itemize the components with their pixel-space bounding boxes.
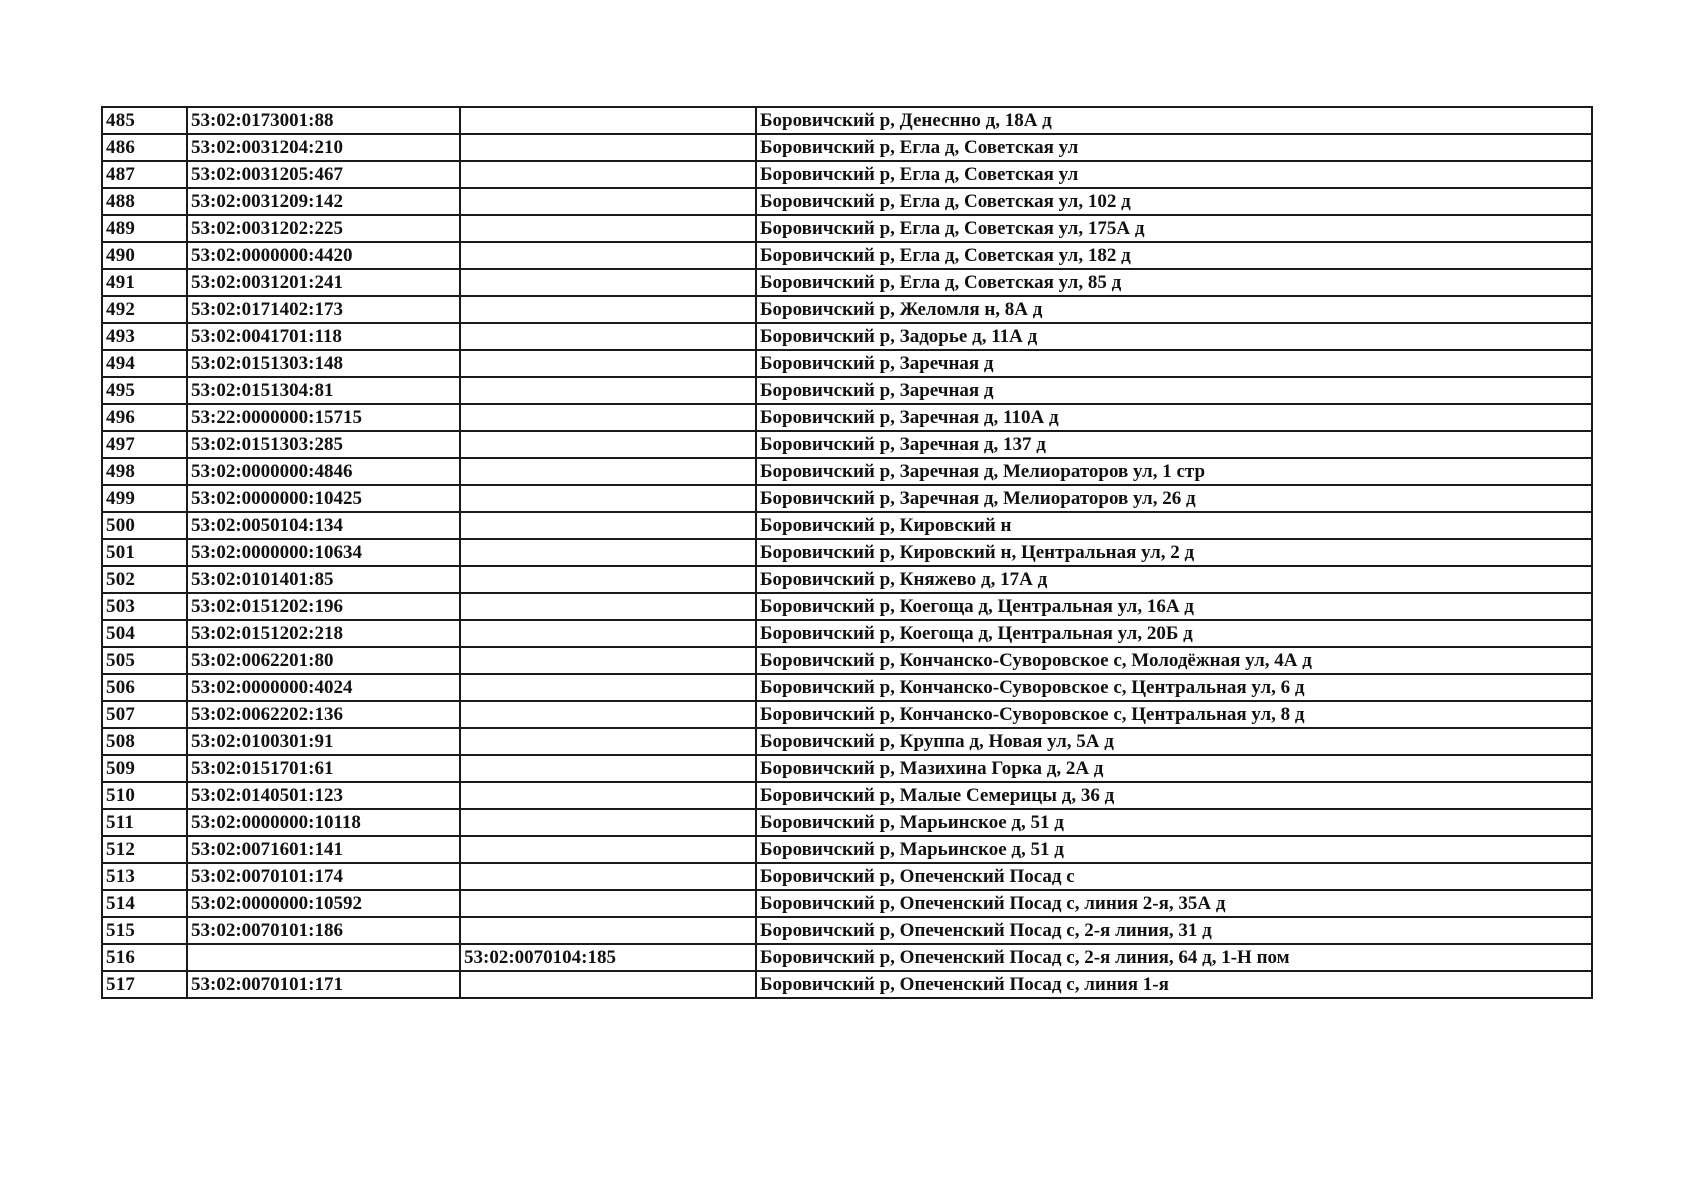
table-row xyxy=(102,674,1592,701)
building-cadastral-number-cell xyxy=(460,647,756,674)
address-cell: Боровичский р, Кировский н, Центральная ул, 2 д xyxy=(756,539,1592,566)
building-cadastral-number-cell xyxy=(460,242,756,269)
address-cell: Боровичский р, Егла д, Советская ул xyxy=(756,161,1592,188)
building-cadastral-number-cell xyxy=(460,809,756,836)
building-cadastral-number-cell xyxy=(460,512,756,539)
building-cadastral-number-cell: 53:02:0070104:185 xyxy=(460,944,756,971)
table-row xyxy=(102,809,1592,836)
cadastral-number-cell: 53:02:0000000:10592 xyxy=(187,890,460,917)
building-cadastral-number-cell xyxy=(460,566,756,593)
table-row xyxy=(102,107,1592,134)
building-cadastral-number-cell xyxy=(460,539,756,566)
address-cell: Боровичский р, Коегоща д, Центральная ул, 16А д xyxy=(756,593,1592,620)
row-number-cell: 495 xyxy=(102,377,187,404)
address-cell: Боровичский р, Опеченский Посад с, 2-я линия, 31 д xyxy=(756,917,1592,944)
cadastral-number-cell: 53:02:0151303:148 xyxy=(187,350,460,377)
table-row xyxy=(102,512,1592,539)
cadastral-number-cell: 53:02:0100301:91 xyxy=(187,728,460,755)
table-row xyxy=(102,485,1592,512)
cadastral-number-cell: 53:02:0062202:136 xyxy=(187,701,460,728)
building-cadastral-number-cell xyxy=(460,890,756,917)
building-cadastral-number-cell xyxy=(460,161,756,188)
table-row xyxy=(102,863,1592,890)
row-number-cell: 486 xyxy=(102,134,187,161)
cadastral-number-cell: 53:02:0151202:196 xyxy=(187,593,460,620)
table-row xyxy=(102,701,1592,728)
registry-sheet xyxy=(101,106,1591,999)
row-number-cell: 513 xyxy=(102,863,187,890)
cadastral-number-cell: 53:02:0151303:285 xyxy=(187,431,460,458)
table-row xyxy=(102,431,1592,458)
row-number-cell: 487 xyxy=(102,161,187,188)
address-cell: Боровичский р, Марьинское д, 51 д xyxy=(756,809,1592,836)
address-cell: Боровичский р, Опеченский Посад с, 2-я линия, 64 д, 1-Н пом xyxy=(756,944,1592,971)
cadastral-number-cell: 53:22:0000000:15715 xyxy=(187,404,460,431)
table-row xyxy=(102,323,1592,350)
building-cadastral-number-cell xyxy=(460,917,756,944)
address-cell: Боровичский р, Кончанско-Суворовское с, Молодёжная ул, 4А д xyxy=(756,647,1592,674)
table-row xyxy=(102,458,1592,485)
address-cell: Боровичский р, Кировский н xyxy=(756,512,1592,539)
building-cadastral-number-cell xyxy=(460,701,756,728)
building-cadastral-number-cell xyxy=(460,485,756,512)
registry-table xyxy=(101,106,1593,999)
address-cell: Боровичский р, Коегоща д, Центральная ул, 20Б д xyxy=(756,620,1592,647)
table-row xyxy=(102,890,1592,917)
building-cadastral-number-cell xyxy=(460,782,756,809)
cadastral-number-cell: 53:02:0041701:118 xyxy=(187,323,460,350)
building-cadastral-number-cell xyxy=(460,458,756,485)
address-cell: Боровичский р, Заречная д xyxy=(756,377,1592,404)
row-number-cell: 507 xyxy=(102,701,187,728)
address-cell: Боровичский р, Егла д, Советская ул xyxy=(756,134,1592,161)
row-number-cell: 515 xyxy=(102,917,187,944)
address-cell: Боровичский р, Заречная д, 137 д xyxy=(756,431,1592,458)
table-row xyxy=(102,836,1592,863)
row-number-cell: 499 xyxy=(102,485,187,512)
table-row xyxy=(102,755,1592,782)
row-number-cell: 498 xyxy=(102,458,187,485)
row-number-cell: 504 xyxy=(102,620,187,647)
address-cell: Боровичский р, Заречная д xyxy=(756,350,1592,377)
cadastral-number-cell: 53:02:0000000:4024 xyxy=(187,674,460,701)
table-row xyxy=(102,188,1592,215)
address-cell: Боровичский р, Заречная д, Мелиораторов ул, 1 стр xyxy=(756,458,1592,485)
building-cadastral-number-cell xyxy=(460,431,756,458)
address-cell: Боровичский р, Княжево д, 17А д xyxy=(756,566,1592,593)
row-number-cell: 512 xyxy=(102,836,187,863)
row-number-cell: 492 xyxy=(102,296,187,323)
table-row xyxy=(102,782,1592,809)
address-cell: Боровичский р, Егла д, Советская ул, 102 д xyxy=(756,188,1592,215)
building-cadastral-number-cell xyxy=(460,674,756,701)
cadastral-number-cell: 53:02:0173001:88 xyxy=(187,107,460,134)
cadastral-number-cell: 53:02:0151701:61 xyxy=(187,755,460,782)
building-cadastral-number-cell xyxy=(460,296,756,323)
address-cell: Боровичский р, Малые Семерицы д, 36 д xyxy=(756,782,1592,809)
cadastral-number-cell: 53:02:0031204:210 xyxy=(187,134,460,161)
building-cadastral-number-cell xyxy=(460,728,756,755)
cadastral-number-cell xyxy=(187,944,460,971)
address-cell: Боровичский р, Круппа д, Новая ул, 5А д xyxy=(756,728,1592,755)
table-row xyxy=(102,728,1592,755)
row-number-cell: 488 xyxy=(102,188,187,215)
address-cell: Боровичский р, Задорье д, 11А д xyxy=(756,323,1592,350)
table-row xyxy=(102,242,1592,269)
table-row xyxy=(102,647,1592,674)
cadastral-number-cell: 53:02:0050104:134 xyxy=(187,512,460,539)
row-number-cell: 496 xyxy=(102,404,187,431)
row-number-cell: 511 xyxy=(102,809,187,836)
building-cadastral-number-cell xyxy=(460,188,756,215)
cadastral-number-cell: 53:02:0000000:10118 xyxy=(187,809,460,836)
row-number-cell: 491 xyxy=(102,269,187,296)
table-row xyxy=(102,404,1592,431)
table-row xyxy=(102,161,1592,188)
building-cadastral-number-cell xyxy=(460,593,756,620)
row-number-cell: 502 xyxy=(102,566,187,593)
row-number-cell: 508 xyxy=(102,728,187,755)
address-cell: Боровичский р, Опеченский Посад с, линия 1-я xyxy=(756,971,1592,998)
cadastral-number-cell: 53:02:0140501:123 xyxy=(187,782,460,809)
building-cadastral-number-cell xyxy=(460,269,756,296)
row-number-cell: 485 xyxy=(102,107,187,134)
table-row xyxy=(102,296,1592,323)
building-cadastral-number-cell xyxy=(460,971,756,998)
row-number-cell: 517 xyxy=(102,971,187,998)
table-row xyxy=(102,539,1592,566)
row-number-cell: 500 xyxy=(102,512,187,539)
cadastral-number-cell: 53:02:0031209:142 xyxy=(187,188,460,215)
table-row xyxy=(102,917,1592,944)
building-cadastral-number-cell xyxy=(460,215,756,242)
row-number-cell: 494 xyxy=(102,350,187,377)
row-number-cell: 493 xyxy=(102,323,187,350)
address-cell: Боровичский р, Егла д, Советская ул, 182 д xyxy=(756,242,1592,269)
cadastral-number-cell: 53:02:0000000:10634 xyxy=(187,539,460,566)
row-number-cell: 501 xyxy=(102,539,187,566)
row-number-cell: 516 xyxy=(102,944,187,971)
address-cell: Боровичский р, Заречная д, 110А д xyxy=(756,404,1592,431)
cadastral-number-cell: 53:02:0070101:171 xyxy=(187,971,460,998)
cadastral-number-cell: 53:02:0151202:218 xyxy=(187,620,460,647)
row-number-cell: 505 xyxy=(102,647,187,674)
row-number-cell: 497 xyxy=(102,431,187,458)
cadastral-number-cell: 53:02:0070101:174 xyxy=(187,863,460,890)
row-number-cell: 489 xyxy=(102,215,187,242)
cadastral-number-cell: 53:02:0151304:81 xyxy=(187,377,460,404)
cadastral-number-cell: 53:02:0062201:80 xyxy=(187,647,460,674)
cadastral-number-cell: 53:02:0031201:241 xyxy=(187,269,460,296)
address-cell: Боровичский р, Кончанско-Суворовское с, Центральная ул, 8 д xyxy=(756,701,1592,728)
address-cell: Боровичский р, Заречная д, Мелиораторов ул, 26 д xyxy=(756,485,1592,512)
table-row xyxy=(102,971,1592,998)
table-row xyxy=(102,593,1592,620)
address-cell: Боровичский р, Желомля н, 8А д xyxy=(756,296,1592,323)
cadastral-number-cell: 53:02:0031202:225 xyxy=(187,215,460,242)
address-cell: Боровичский р, Мазихина Горка д, 2А д xyxy=(756,755,1592,782)
row-number-cell: 490 xyxy=(102,242,187,269)
address-cell: Боровичский р, Егла д, Советская ул, 85 д xyxy=(756,269,1592,296)
row-number-cell: 514 xyxy=(102,890,187,917)
building-cadastral-number-cell xyxy=(460,620,756,647)
address-cell: Боровичский р, Егла д, Советская ул, 175А д xyxy=(756,215,1592,242)
cadastral-number-cell: 53:02:0000000:4420 xyxy=(187,242,460,269)
building-cadastral-number-cell xyxy=(460,323,756,350)
row-number-cell: 509 xyxy=(102,755,187,782)
registry-table-body xyxy=(102,107,1592,998)
table-row xyxy=(102,944,1592,971)
table-row xyxy=(102,269,1592,296)
row-number-cell: 506 xyxy=(102,674,187,701)
cadastral-number-cell: 53:02:0171402:173 xyxy=(187,296,460,323)
cadastral-number-cell: 53:02:0031205:467 xyxy=(187,161,460,188)
row-number-cell: 503 xyxy=(102,593,187,620)
building-cadastral-number-cell xyxy=(460,404,756,431)
table-row xyxy=(102,134,1592,161)
cadastral-number-cell: 53:02:0000000:10425 xyxy=(187,485,460,512)
cadastral-number-cell: 53:02:0000000:4846 xyxy=(187,458,460,485)
table-row xyxy=(102,350,1592,377)
row-number-cell: 510 xyxy=(102,782,187,809)
building-cadastral-number-cell xyxy=(460,377,756,404)
cadastral-number-cell: 53:02:0101401:85 xyxy=(187,566,460,593)
table-row xyxy=(102,215,1592,242)
cadastral-number-cell: 53:02:0070101:186 xyxy=(187,917,460,944)
table-row xyxy=(102,566,1592,593)
address-cell: Боровичский р, Опеченский Посад с xyxy=(756,863,1592,890)
building-cadastral-number-cell xyxy=(460,350,756,377)
address-cell: Боровичский р, Марьинское д, 51 д xyxy=(756,836,1592,863)
building-cadastral-number-cell xyxy=(460,134,756,161)
building-cadastral-number-cell xyxy=(460,863,756,890)
building-cadastral-number-cell xyxy=(460,107,756,134)
address-cell: Боровичский р, Кончанско-Суворовское с, Центральная ул, 6 д xyxy=(756,674,1592,701)
address-cell: Боровичский р, Денеснно д, 18А д xyxy=(756,107,1592,134)
address-cell: Боровичский р, Опеченский Посад с, линия 2-я, 35А д xyxy=(756,890,1592,917)
table-row xyxy=(102,377,1592,404)
building-cadastral-number-cell xyxy=(460,836,756,863)
cadastral-number-cell: 53:02:0071601:141 xyxy=(187,836,460,863)
building-cadastral-number-cell xyxy=(460,755,756,782)
table-row xyxy=(102,620,1592,647)
